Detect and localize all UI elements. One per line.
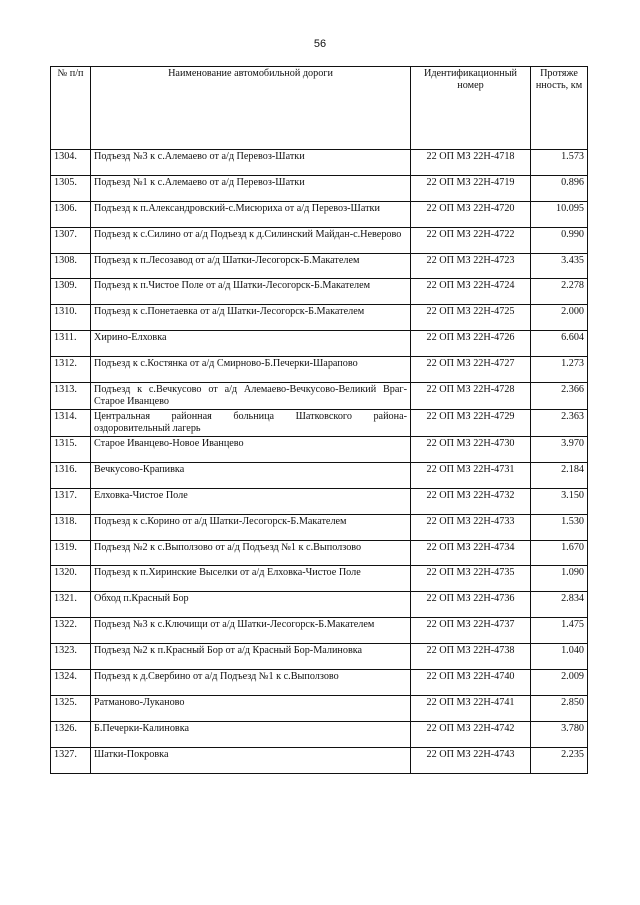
road-id: 22 ОП МЗ 22Н-4731 xyxy=(411,462,531,488)
header-ident: Идентификационный номер xyxy=(411,67,531,150)
road-id: 22 ОП МЗ 22Н-4734 xyxy=(411,540,531,566)
table-row xyxy=(51,410,588,437)
road-id: 22 ОП МЗ 22Н-4735 xyxy=(411,566,531,592)
road-id: 22 ОП МЗ 22Н-4720 xyxy=(411,201,531,227)
road-id: 22 ОП МЗ 22Н-4740 xyxy=(411,670,531,696)
road-name: Подъезд №2 к п.Красный Бор от а/д Красный Бор-Малиновка xyxy=(91,644,411,670)
table-row xyxy=(51,383,588,410)
road-id: 22 ОП МЗ 22Н-4726 xyxy=(411,331,531,357)
road-length: 2.363 xyxy=(531,410,588,437)
row-number: 1304. xyxy=(51,150,91,176)
row-number: 1311. xyxy=(51,331,91,357)
road-id: 22 ОП МЗ 22Н-4722 xyxy=(411,227,531,253)
road-name: Б.Печерки-Калиновка xyxy=(91,721,411,747)
header-name: Наименование автомобильной дороги xyxy=(91,67,411,150)
road-length: 1.040 xyxy=(531,644,588,670)
road-id: 22 ОП МЗ 22Н-4729 xyxy=(411,410,531,437)
road-name: Подъезд к п.Лесозавод от а/д Шатки-Лесогорск-Б.Макателем xyxy=(91,253,411,279)
road-name: Подъезд к п.Александровский-с.Мисюриха от а/д Перевоз-Шатки xyxy=(91,201,411,227)
row-number: 1317. xyxy=(51,488,91,514)
table-row xyxy=(51,618,588,644)
road-name: Подъезд к п.Чистое Поле от а/д Шатки-Лесогорск-Б.Макателем xyxy=(91,279,411,305)
table-row xyxy=(51,305,588,331)
row-number: 1316. xyxy=(51,462,91,488)
road-name: Подъезд к с.Силино от а/д Подъезд к д.Силинский Майдан-с.Неверово xyxy=(91,227,411,253)
road-id: 22 ОП МЗ 22Н-4725 xyxy=(411,305,531,331)
row-number: 1312. xyxy=(51,357,91,383)
table-row xyxy=(51,462,588,488)
road-id: 22 ОП МЗ 22Н-4738 xyxy=(411,644,531,670)
row-number: 1321. xyxy=(51,592,91,618)
table-body xyxy=(51,150,588,774)
road-length: 2.834 xyxy=(531,592,588,618)
road-length: 2.850 xyxy=(531,695,588,721)
road-name: Шатки-Покровка xyxy=(91,747,411,773)
table-row xyxy=(51,253,588,279)
table-row xyxy=(51,331,588,357)
row-number: 1305. xyxy=(51,175,91,201)
road-name: Елховка-Чистое Поле xyxy=(91,488,411,514)
road-name: Старое Иванцево-Новое Иванцево xyxy=(91,437,411,463)
road-id: 22 ОП МЗ 22Н-4723 xyxy=(411,253,531,279)
row-number: 1322. xyxy=(51,618,91,644)
road-name: Подъезд к д.Свербино от а/д Подъезд №1 к с.Выползово xyxy=(91,670,411,696)
row-number: 1327. xyxy=(51,747,91,773)
road-length: 2.009 xyxy=(531,670,588,696)
table-row xyxy=(51,279,588,305)
row-number: 1319. xyxy=(51,540,91,566)
row-number: 1320. xyxy=(51,566,91,592)
road-length: 1.273 xyxy=(531,357,588,383)
road-length: 3.970 xyxy=(531,437,588,463)
road-length: 1.090 xyxy=(531,566,588,592)
table-row xyxy=(51,227,588,253)
row-number: 1307. xyxy=(51,227,91,253)
road-name: Подъезд №1 к с.Алемаево от а/д Перевоз-Шатки xyxy=(91,175,411,201)
table-row xyxy=(51,201,588,227)
road-length: 3.435 xyxy=(531,253,588,279)
road-length: 2.184 xyxy=(531,462,588,488)
row-number: 1306. xyxy=(51,201,91,227)
table-row xyxy=(51,488,588,514)
road-id: 22 ОП МЗ 22Н-4732 xyxy=(411,488,531,514)
road-id: 22 ОП МЗ 22Н-4737 xyxy=(411,618,531,644)
road-length: 3.150 xyxy=(531,488,588,514)
table-row xyxy=(51,592,588,618)
road-name: Подъезд №3 к с.Алемаево от а/д Перевоз-Шатки xyxy=(91,150,411,176)
table-row xyxy=(51,540,588,566)
road-id: 22 ОП МЗ 22Н-4727 xyxy=(411,357,531,383)
road-length: 1.573 xyxy=(531,150,588,176)
table-row xyxy=(51,437,588,463)
table-row xyxy=(51,175,588,201)
table-row xyxy=(51,695,588,721)
road-name: Подъезд к п.Хиринские Выселки от а/д Елховка-Чистое Поле xyxy=(91,566,411,592)
road-length: 6.604 xyxy=(531,331,588,357)
road-length: 0.990 xyxy=(531,227,588,253)
row-number: 1326. xyxy=(51,721,91,747)
road-name: Обход п.Красный Бор xyxy=(91,592,411,618)
road-length: 1.475 xyxy=(531,618,588,644)
road-name: Подъезд к с.Вечкусово от а/д Алемаево-Вечкусово-Великий Враг-Старое Иванцево xyxy=(91,383,411,410)
road-name: Вечкусово-Крапивка xyxy=(91,462,411,488)
road-name: Подъезд к с.Костянка от а/д Смирново-Б.Печерки-Шарапово xyxy=(91,357,411,383)
road-id: 22 ОП МЗ 22Н-4730 xyxy=(411,437,531,463)
row-number: 1315. xyxy=(51,437,91,463)
row-number: 1308. xyxy=(51,253,91,279)
road-name: Ратманово-Луканово xyxy=(91,695,411,721)
road-length: 3.780 xyxy=(531,721,588,747)
row-number: 1318. xyxy=(51,514,91,540)
row-number: 1314. xyxy=(51,410,91,437)
row-number: 1325. xyxy=(51,695,91,721)
row-number: 1309. xyxy=(51,279,91,305)
table-row xyxy=(51,566,588,592)
road-id: 22 ОП МЗ 22Н-4724 xyxy=(411,279,531,305)
road-name: Подъезд к с.Понетаевка от а/д Шатки-Лесогорск-Б.Макателем xyxy=(91,305,411,331)
table-row xyxy=(51,644,588,670)
road-length: 2.366 xyxy=(531,383,588,410)
row-number: 1313. xyxy=(51,383,91,410)
table-header-row xyxy=(51,67,588,150)
road-id: 22 ОП МЗ 22Н-4718 xyxy=(411,150,531,176)
road-length: 1.670 xyxy=(531,540,588,566)
road-name: Хирино-Елховка xyxy=(91,331,411,357)
road-length: 10.095 xyxy=(531,201,588,227)
row-number: 1323. xyxy=(51,644,91,670)
road-id: 22 ОП МЗ 22Н-4719 xyxy=(411,175,531,201)
header-length: Протяже нность, км xyxy=(531,67,588,150)
table-row xyxy=(51,747,588,773)
road-length: 0.896 xyxy=(531,175,588,201)
header-num: № п/п xyxy=(51,67,91,150)
page-number: 56 xyxy=(313,38,327,50)
roads-table xyxy=(50,66,588,774)
road-id: 22 ОП МЗ 22Н-4733 xyxy=(411,514,531,540)
table-row xyxy=(51,721,588,747)
road-id: 22 ОП МЗ 22Н-4728 xyxy=(411,383,531,410)
row-number: 1310. xyxy=(51,305,91,331)
road-length: 2.000 xyxy=(531,305,588,331)
table-row xyxy=(51,514,588,540)
road-id: 22 ОП МЗ 22Н-4741 xyxy=(411,695,531,721)
row-number: 1324. xyxy=(51,670,91,696)
road-name: Подъезд к с.Корино от а/д Шатки-Лесогорск-Б.Макателем xyxy=(91,514,411,540)
road-name: Подъезд №2 к с.Выползово от а/д Подъезд №1 к с.Выползово xyxy=(91,540,411,566)
table-row xyxy=(51,150,588,176)
road-length: 2.278 xyxy=(531,279,588,305)
road-name: Центральная районная больница Шатковского района-оздоровительный лагерь xyxy=(91,410,411,437)
road-name: Подъезд №3 к с.Ключищи от а/д Шатки-Лесогорск-Б.Макателем xyxy=(91,618,411,644)
table-row xyxy=(51,670,588,696)
road-length: 2.235 xyxy=(531,747,588,773)
road-id: 22 ОП МЗ 22Н-4743 xyxy=(411,747,531,773)
road-length: 1.530 xyxy=(531,514,588,540)
table-row xyxy=(51,357,588,383)
road-id: 22 ОП МЗ 22Н-4742 xyxy=(411,721,531,747)
road-id: 22 ОП МЗ 22Н-4736 xyxy=(411,592,531,618)
